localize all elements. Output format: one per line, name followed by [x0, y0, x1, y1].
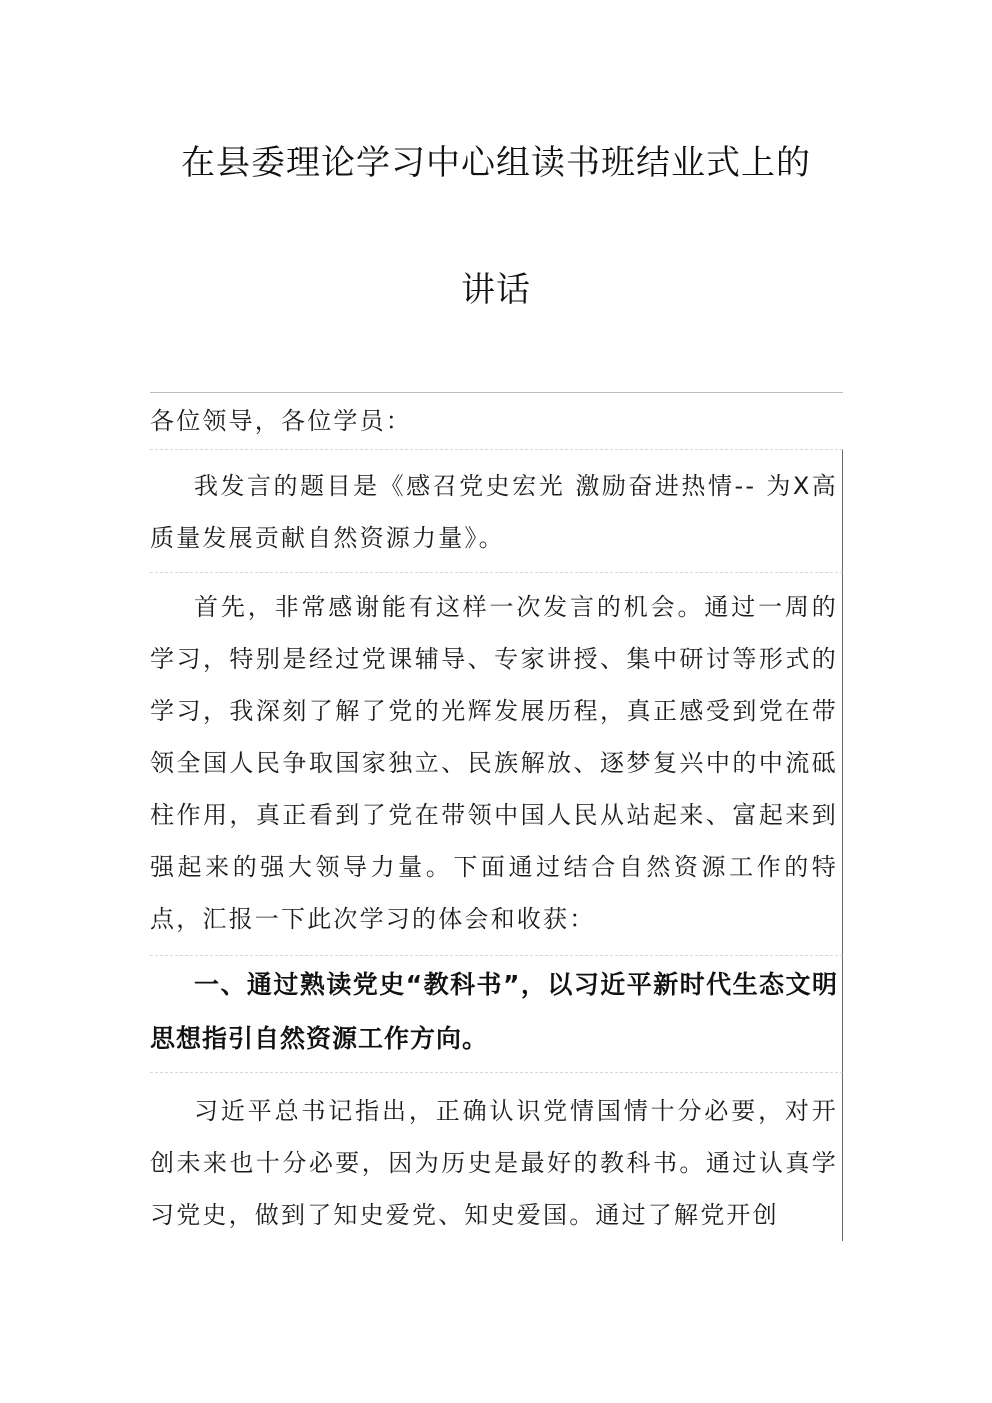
document-body — [150, 392, 843, 1241]
document-title-line-2: 讲话 — [461, 270, 531, 310]
greeting: 各位领导，各位学员： — [150, 393, 843, 450]
section-1-paragraph: 习近平总书记指出，正确认识党情国情十分必要，对开创未来也十分必要，因为历史是最好的教科书。通过认真学习党史，做到了知史爱党、知史爱国。通过了解党开创 — [150, 1073, 843, 1241]
opening-paragraph: 首先，非常感谢能有这样一次发言的机会。通过一周的学习，特别是经过党课辅导、专家讲授、集中研讨等形式的学习，我深刻了解了党的光辉发展历程，真正感受到党在带领全国人民争取国家独立、民族解放、逐梦复兴中的中流砥柱作用，真正看到了党在带领中国人民从站起来、富起来到强起来的强大领导力量。下面通过结合自然资源工作的特点，汇报一下此次学习的体会和收获： — [150, 573, 843, 956]
section-heading-1: 一、通过熟读党史“教科书”，以习近平新时代生态文明思想指引自然资源工作方向。 — [150, 956, 843, 1073]
document-title-line-1: 在县委理论学习中心组读书班结业式上的 — [181, 143, 811, 183]
speech-topic-paragraph: 我发言的题目是《感召党史宏光 激励奋进热情-- 为X高质量发展贡献自然资源力量》。 — [150, 450, 843, 573]
